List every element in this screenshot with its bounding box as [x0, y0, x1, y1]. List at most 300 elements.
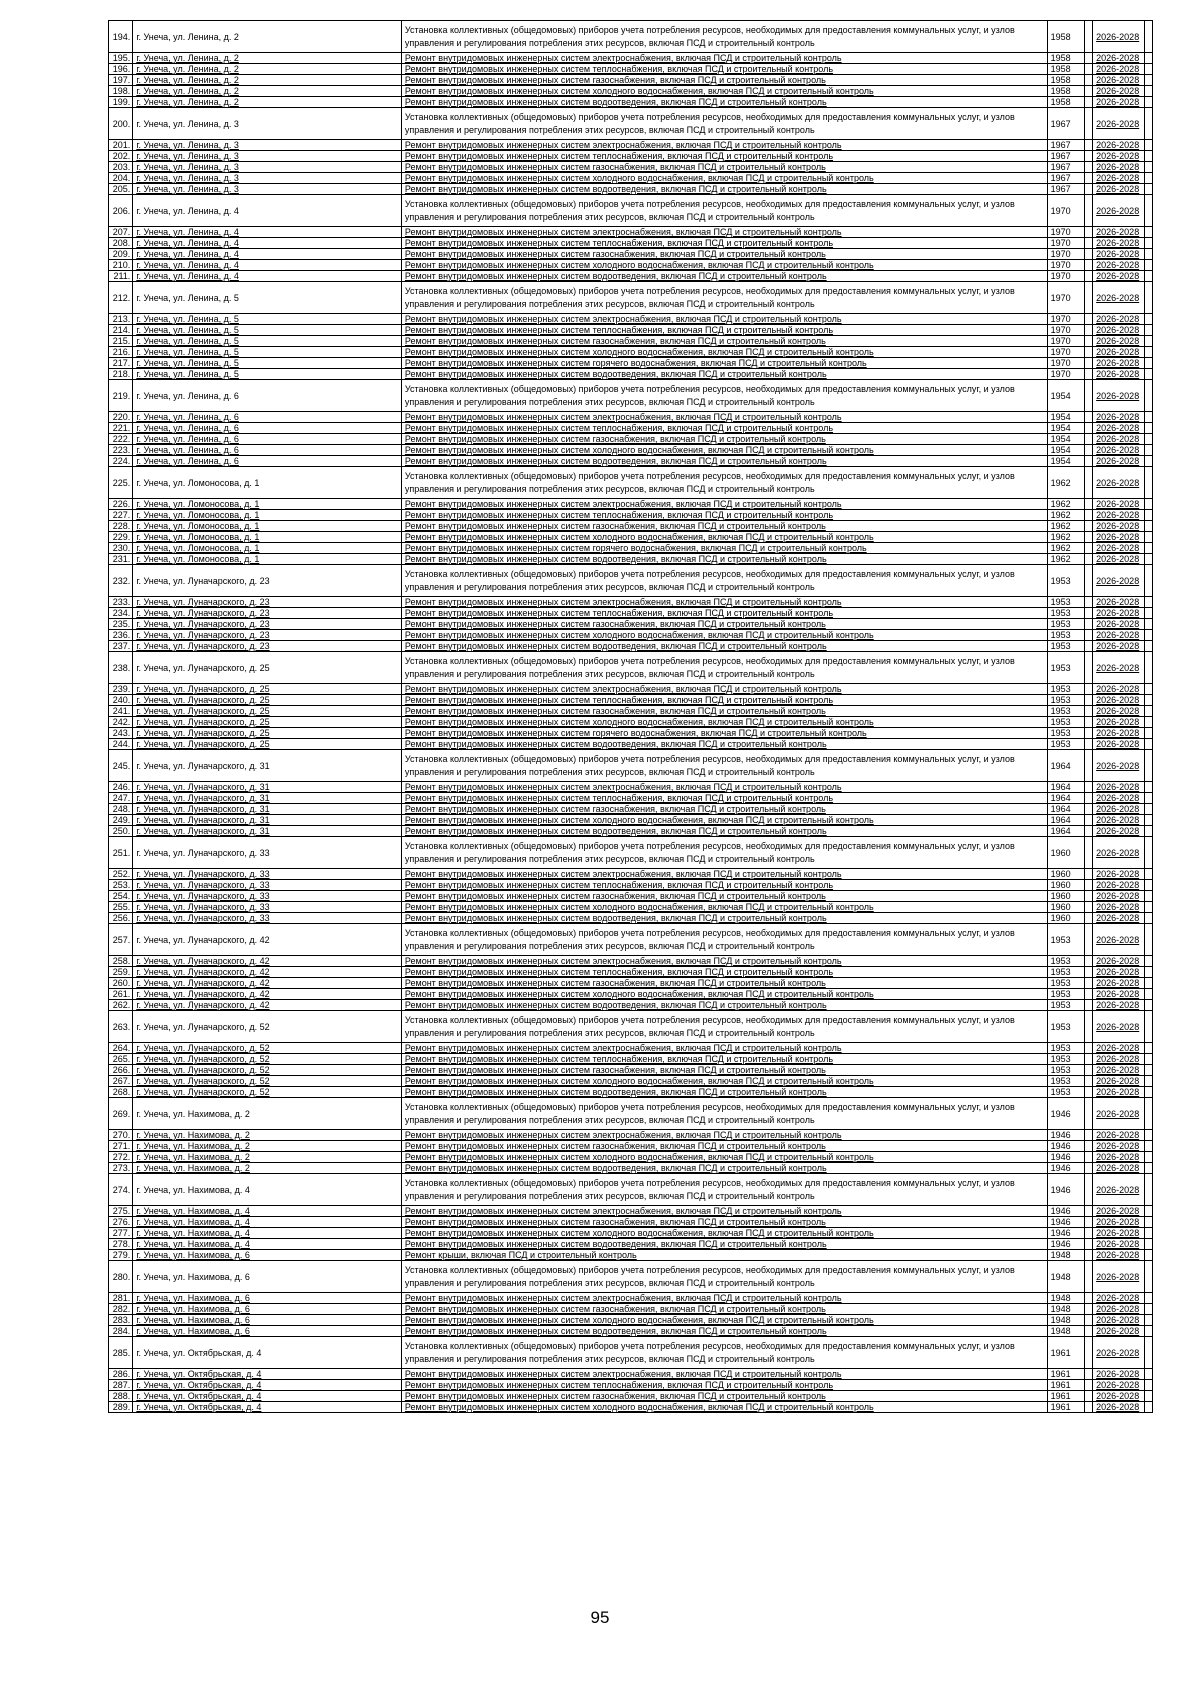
work-type-cell: Ремонт внутридомовых инженерных систем холодного водоснабжения, включая ПСД и строительный контроль: [401, 445, 1047, 456]
period-cell: 2026-2028: [1093, 1402, 1145, 1413]
row-number: 257.: [109, 924, 133, 956]
work-type-cell: Установка коллективных (общедомовых) приборов учета потребления ресурсов, необходимых для предоставления коммунальных услуг, и узлов управления и регулирования потребления этих ресурсов, включая ПСД и строительный контроль: [401, 1011, 1047, 1043]
period-cell: 2026-2028: [1093, 347, 1145, 358]
row-number: 235.: [109, 619, 133, 630]
row-number: 203.: [109, 162, 133, 173]
work-type-cell: Ремонт внутридомовых инженерных систем газоснабжения, включая ПСД и строительный контроль: [401, 434, 1047, 445]
year-cell: 1958: [1047, 53, 1085, 64]
empty-cell: [1144, 1380, 1152, 1391]
address-cell: г. Унеча, ул. Луначарского, д. 25: [133, 695, 402, 706]
empty-cell: [1144, 1369, 1152, 1380]
address-cell: г. Унеча, ул. Луначарского, д. 31: [133, 793, 402, 804]
empty-cell: [1144, 1315, 1152, 1326]
year-cell: 1953: [1047, 597, 1085, 608]
empty-cell: [1144, 1304, 1152, 1315]
work-type-cell: Ремонт внутридомовых инженерных систем электроснабжения, включая ПСД и строительный контроль: [401, 499, 1047, 510]
table-row: [109, 1391, 1153, 1402]
address-cell: г. Унеча, ул. Октябрьская, д. 4: [133, 1380, 402, 1391]
address-cell: г. Унеча, ул. Ленина, д. 3: [133, 151, 402, 162]
empty-cell: [1085, 1163, 1093, 1174]
empty-cell: [1144, 728, 1152, 739]
period-cell: 2026-2028: [1093, 619, 1145, 630]
year-cell: 1967: [1047, 140, 1085, 151]
empty-cell: [1144, 1087, 1152, 1098]
row-number: 265.: [109, 1054, 133, 1065]
row-number: 213.: [109, 314, 133, 325]
period-cell: 2026-2028: [1093, 336, 1145, 347]
empty-cell: [1144, 1098, 1152, 1130]
work-type-cell: Установка коллективных (общедомовых) приборов учета потребления ресурсов, необходимых для предоставления коммунальных услуг, и узлов управления и регулирования потребления этих ресурсов, включая ПСД и строительный контроль: [401, 837, 1047, 869]
address-cell: г. Унеча, ул. Ломоносова, д. 1: [133, 532, 402, 543]
row-number: 286.: [109, 1369, 133, 1380]
address-cell: г. Унеча, ул. Ленина, д. 3: [133, 108, 402, 140]
table-row: [109, 619, 1153, 630]
empty-cell: [1144, 1076, 1152, 1087]
address-cell: г. Унеча, ул. Луначарского, д. 52: [133, 1054, 402, 1065]
address-cell: г. Унеча, ул. Ленина, д. 5: [133, 282, 402, 314]
address-cell: г. Унеча, ул. Луначарского, д. 33: [133, 837, 402, 869]
row-number: 233.: [109, 597, 133, 608]
work-type-cell: Ремонт внутридомовых инженерных систем водоотведения, включая ПСД и строительный контроль: [401, 1000, 1047, 1011]
address-cell: г. Унеча, ул. Нахимова, д. 6: [133, 1261, 402, 1293]
work-type-cell: Установка коллективных (общедомовых) приборов учета потребления ресурсов, необходимых для предоставления коммунальных услуг, и узлов управления и регулирования потребления этих ресурсов, включая ПСД и строительный контроль: [401, 1098, 1047, 1130]
year-cell: 1960: [1047, 837, 1085, 869]
work-type-cell: Ремонт внутридомовых инженерных систем электроснабжения, включая ПСД и строительный контроль: [401, 869, 1047, 880]
period-cell: 2026-2028: [1093, 1174, 1145, 1206]
year-cell: 1961: [1047, 1402, 1085, 1413]
empty-cell: [1144, 1261, 1152, 1293]
table-row: [109, 249, 1153, 260]
address-cell: г. Унеча, ул. Луначарского, д. 31: [133, 815, 402, 826]
empty-cell: [1085, 336, 1093, 347]
year-cell: 1946: [1047, 1206, 1085, 1217]
period-cell: 2026-2028: [1093, 75, 1145, 86]
empty-cell: [1144, 554, 1152, 565]
table-row: [109, 891, 1153, 902]
period-cell: 2026-2028: [1093, 880, 1145, 891]
work-type-cell: Установка коллективных (общедомовых) приборов учета потребления ресурсов, необходимых для предоставления коммунальных услуг, и узлов управления и регулирования потребления этих ресурсов, включая ПСД и строительный контроль: [401, 924, 1047, 956]
year-cell: 1960: [1047, 891, 1085, 902]
year-cell: 1946: [1047, 1163, 1085, 1174]
empty-cell: [1144, 1130, 1152, 1141]
empty-cell: [1085, 739, 1093, 750]
address-cell: г. Унеча, ул. Ленина, д. 4: [133, 195, 402, 227]
empty-cell: [1085, 1250, 1093, 1261]
address-cell: г. Унеча, ул. Луначарского, д. 25: [133, 684, 402, 695]
period-cell: 2026-2028: [1093, 1076, 1145, 1087]
address-cell: г. Унеча, ул. Нахимова, д. 6: [133, 1304, 402, 1315]
address-cell: г. Унеча, ул. Луначарского, д. 33: [133, 902, 402, 913]
period-cell: 2026-2028: [1093, 434, 1145, 445]
table-row: [109, 1250, 1153, 1261]
row-number: 200.: [109, 108, 133, 140]
table-row: [109, 1239, 1153, 1250]
year-cell: 1970: [1047, 227, 1085, 238]
empty-cell: [1085, 249, 1093, 260]
table-row: [109, 227, 1153, 238]
work-type-cell: Установка коллективных (общедомовых) приборов учета потребления ресурсов, необходимых для предоставления коммунальных услуг, и узлов управления и регулирования потребления этих ресурсов, включая ПСД и строительный контроль: [401, 750, 1047, 782]
work-type-cell: Ремонт внутридомовых инженерных систем газоснабжения, включая ПСД и строительный контроль: [401, 978, 1047, 989]
address-cell: г. Унеча, ул. Луначарского, д. 23: [133, 630, 402, 641]
empty-cell: [1144, 608, 1152, 619]
table-row: [109, 445, 1153, 456]
row-number: 225.: [109, 467, 133, 499]
empty-cell: [1144, 86, 1152, 97]
period-cell: 2026-2028: [1093, 967, 1145, 978]
empty-cell: [1144, 97, 1152, 108]
row-number: 205.: [109, 184, 133, 195]
page-number: 95: [590, 1608, 610, 1627]
empty-cell: [1085, 924, 1093, 956]
work-type-cell: Ремонт внутридомовых инженерных систем теплоснабжения, включая ПСД и строительный контроль: [401, 64, 1047, 75]
period-cell: 2026-2028: [1093, 1163, 1145, 1174]
empty-cell: [1085, 1141, 1093, 1152]
year-cell: 1964: [1047, 750, 1085, 782]
table-row: [109, 1087, 1153, 1098]
work-type-cell: Ремонт внутридомовых инженерных систем теплоснабжения, включая ПСД и строительный контроль: [401, 1054, 1047, 1065]
table-row: [109, 499, 1153, 510]
table-row: [109, 162, 1153, 173]
works-table-body: [109, 21, 1153, 1413]
year-cell: 1946: [1047, 1239, 1085, 1250]
empty-cell: [1144, 826, 1152, 837]
year-cell: 1948: [1047, 1304, 1085, 1315]
year-cell: 1962: [1047, 532, 1085, 543]
table-row: [109, 380, 1153, 412]
table-row: [109, 64, 1153, 75]
table-row: [109, 641, 1153, 652]
period-cell: 2026-2028: [1093, 750, 1145, 782]
empty-cell: [1144, 510, 1152, 521]
table-row: [109, 956, 1153, 967]
address-cell: г. Унеча, ул. Ленина, д. 2: [133, 75, 402, 86]
address-cell: г. Унеча, ул. Ленина, д. 3: [133, 140, 402, 151]
empty-cell: [1085, 1087, 1093, 1098]
period-cell: 2026-2028: [1093, 445, 1145, 456]
year-cell: 1958: [1047, 86, 1085, 97]
empty-cell: [1085, 1380, 1093, 1391]
period-cell: 2026-2028: [1093, 739, 1145, 750]
work-type-cell: Ремонт внутридомовых инженерных систем газоснабжения, включая ПСД и строительный контроль: [401, 336, 1047, 347]
address-cell: г. Унеча, ул. Ломоносова, д. 1: [133, 521, 402, 532]
work-type-cell: Ремонт внутридомовых инженерных систем газоснабжения, включая ПСД и строительный контроль: [401, 706, 1047, 717]
empty-cell: [1085, 880, 1093, 891]
year-cell: 1964: [1047, 804, 1085, 815]
work-type-cell: Ремонт внутридомовых инженерных систем холодного водоснабжения, включая ПСД и строительный контроль: [401, 1402, 1047, 1413]
empty-cell: [1085, 837, 1093, 869]
address-cell: г. Унеча, ул. Луначарского, д. 52: [133, 1011, 402, 1043]
empty-cell: [1085, 86, 1093, 97]
address-cell: г. Унеча, ул. Луначарского, д. 33: [133, 913, 402, 924]
period-cell: 2026-2028: [1093, 380, 1145, 412]
table-row: [109, 1130, 1153, 1141]
empty-cell: [1144, 989, 1152, 1000]
table-row: [109, 597, 1153, 608]
row-number: 229.: [109, 532, 133, 543]
empty-cell: [1144, 445, 1152, 456]
table-row: [109, 1402, 1153, 1413]
empty-cell: [1085, 695, 1093, 706]
period-cell: 2026-2028: [1093, 140, 1145, 151]
work-type-cell: Ремонт внутридомовых инженерных систем газоснабжения, включая ПСД и строительный контроль: [401, 619, 1047, 630]
table-row: [109, 314, 1153, 325]
row-number: 194.: [109, 21, 133, 53]
row-number: 217.: [109, 358, 133, 369]
empty-cell: [1144, 108, 1152, 140]
table-row: [109, 1326, 1153, 1337]
address-cell: г. Унеча, ул. Луначарского, д. 23: [133, 565, 402, 597]
work-type-cell: Ремонт внутридомовых инженерных систем электроснабжения, включая ПСД и строительный контроль: [401, 1369, 1047, 1380]
table-row: [109, 238, 1153, 249]
table-row: [109, 140, 1153, 151]
year-cell: 1954: [1047, 423, 1085, 434]
row-number: 276.: [109, 1217, 133, 1228]
work-type-cell: Ремонт внутридомовых инженерных систем горячего водоснабжения, включая ПСД и строительный контроль: [401, 728, 1047, 739]
year-cell: 1953: [1047, 1000, 1085, 1011]
address-cell: г. Унеча, ул. Луначарского, д. 25: [133, 717, 402, 728]
empty-cell: [1144, 314, 1152, 325]
period-cell: 2026-2028: [1093, 238, 1145, 249]
work-type-cell: Установка коллективных (общедомовых) приборов учета потребления ресурсов, необходимых для предоставления коммунальных услуг, и узлов управления и регулирования потребления этих ресурсов, включая ПСД и строительный контроль: [401, 195, 1047, 227]
empty-cell: [1085, 989, 1093, 1000]
empty-cell: [1144, 423, 1152, 434]
table-row: [109, 880, 1153, 891]
period-cell: 2026-2028: [1093, 891, 1145, 902]
table-row: [109, 75, 1153, 86]
table-row: [109, 336, 1153, 347]
work-type-cell: Установка коллективных (общедомовых) приборов учета потребления ресурсов, необходимых для предоставления коммунальных услуг, и узлов управления и регулирования потребления этих ресурсов, включая ПСД и строительный контроль: [401, 1261, 1047, 1293]
address-cell: г. Унеча, ул. Нахимова, д. 4: [133, 1174, 402, 1206]
year-cell: 1958: [1047, 21, 1085, 53]
row-number: 267.: [109, 1076, 133, 1087]
row-number: 244.: [109, 739, 133, 750]
address-cell: г. Унеча, ул. Ленина, д. 4: [133, 271, 402, 282]
address-cell: г. Унеча, ул. Луначарского, д. 42: [133, 989, 402, 1000]
year-cell: 1946: [1047, 1098, 1085, 1130]
table-row: [109, 1380, 1153, 1391]
empty-cell: [1144, 902, 1152, 913]
address-cell: г. Унеча, ул. Ленина, д. 3: [133, 184, 402, 195]
period-cell: 2026-2028: [1093, 412, 1145, 423]
row-number: 221.: [109, 423, 133, 434]
year-cell: 1962: [1047, 467, 1085, 499]
empty-cell: [1144, 782, 1152, 793]
empty-cell: [1085, 195, 1093, 227]
address-cell: г. Унеча, ул. Ленина, д. 2: [133, 64, 402, 75]
period-cell: 2026-2028: [1093, 1337, 1145, 1369]
period-cell: 2026-2028: [1093, 184, 1145, 195]
year-cell: 1970: [1047, 336, 1085, 347]
work-type-cell: Ремонт внутридомовых инженерных систем электроснабжения, включая ПСД и строительный контроль: [401, 1043, 1047, 1054]
work-type-cell: Ремонт крыши, включая ПСД и строительный контроль: [401, 1250, 1047, 1261]
table-row: [109, 510, 1153, 521]
year-cell: 1960: [1047, 869, 1085, 880]
address-cell: г. Унеча, ул. Луначарского, д. 33: [133, 880, 402, 891]
row-number: 261.: [109, 989, 133, 1000]
period-cell: 2026-2028: [1093, 456, 1145, 467]
work-type-cell: Ремонт внутридомовых инженерных систем газоснабжения, включая ПСД и строительный контроль: [401, 1304, 1047, 1315]
year-cell: 1948: [1047, 1250, 1085, 1261]
period-cell: 2026-2028: [1093, 641, 1145, 652]
year-cell: 1964: [1047, 782, 1085, 793]
period-cell: 2026-2028: [1093, 869, 1145, 880]
row-number: 275.: [109, 1206, 133, 1217]
row-number: 277.: [109, 1228, 133, 1239]
empty-cell: [1085, 597, 1093, 608]
row-number: 255.: [109, 902, 133, 913]
empty-cell: [1144, 434, 1152, 445]
address-cell: г. Унеча, ул. Ленина, д. 5: [133, 314, 402, 325]
row-number: 280.: [109, 1261, 133, 1293]
row-number: 249.: [109, 815, 133, 826]
work-type-cell: Ремонт внутридомовых инженерных систем теплоснабжения, включая ПСД и строительный контроль: [401, 151, 1047, 162]
year-cell: 1970: [1047, 347, 1085, 358]
period-cell: 2026-2028: [1093, 532, 1145, 543]
row-number: 240.: [109, 695, 133, 706]
row-number: 259.: [109, 967, 133, 978]
row-number: 212.: [109, 282, 133, 314]
address-cell: г. Унеча, ул. Нахимова, д. 4: [133, 1228, 402, 1239]
row-number: 201.: [109, 140, 133, 151]
period-cell: 2026-2028: [1093, 282, 1145, 314]
row-number: 197.: [109, 75, 133, 86]
address-cell: г. Унеча, ул. Луначарского, д. 42: [133, 978, 402, 989]
table-row: [109, 325, 1153, 336]
row-number: 268.: [109, 1087, 133, 1098]
empty-cell: [1144, 956, 1152, 967]
address-cell: г. Унеча, ул. Ленина, д. 2: [133, 21, 402, 53]
work-type-cell: Ремонт внутридомовых инженерных систем теплоснабжения, включая ПСД и строительный контроль: [401, 608, 1047, 619]
address-cell: г. Унеча, ул. Ломоносова, д. 1: [133, 499, 402, 510]
work-type-cell: Ремонт внутридомовых инженерных систем холодного водоснабжения, включая ПСД и строительный контроль: [401, 260, 1047, 271]
year-cell: 1962: [1047, 554, 1085, 565]
period-cell: 2026-2028: [1093, 64, 1145, 75]
empty-cell: [1085, 380, 1093, 412]
year-cell: 1948: [1047, 1293, 1085, 1304]
work-type-cell: Ремонт внутридомовых инженерных систем электроснабжения, включая ПСД и строительный контроль: [401, 1130, 1047, 1141]
year-cell: 1954: [1047, 445, 1085, 456]
table-row: [109, 467, 1153, 499]
empty-cell: [1085, 21, 1093, 53]
row-number: 246.: [109, 782, 133, 793]
year-cell: 1970: [1047, 314, 1085, 325]
year-cell: 1970: [1047, 249, 1085, 260]
empty-cell: [1144, 260, 1152, 271]
work-type-cell: Ремонт внутридомовых инженерных систем водоотведения, включая ПСД и строительный контроль: [401, 369, 1047, 380]
year-cell: 1970: [1047, 195, 1085, 227]
table-row: [109, 97, 1153, 108]
year-cell: 1954: [1047, 434, 1085, 445]
year-cell: 1953: [1047, 1087, 1085, 1098]
row-number: 198.: [109, 86, 133, 97]
year-cell: 1970: [1047, 325, 1085, 336]
period-cell: 2026-2028: [1093, 597, 1145, 608]
table-row: [109, 728, 1153, 739]
table-row: [109, 1011, 1153, 1043]
period-cell: 2026-2028: [1093, 695, 1145, 706]
empty-cell: [1144, 1043, 1152, 1054]
table-row: [109, 1054, 1153, 1065]
row-number: 230.: [109, 543, 133, 554]
year-cell: 1961: [1047, 1380, 1085, 1391]
empty-cell: [1085, 750, 1093, 782]
period-cell: 2026-2028: [1093, 249, 1145, 260]
table-row: [109, 978, 1153, 989]
year-cell: 1953: [1047, 652, 1085, 684]
work-type-cell: Ремонт внутридомовых инженерных систем водоотведения, включая ПСД и строительный контроль: [401, 554, 1047, 565]
empty-cell: [1144, 151, 1152, 162]
empty-cell: [1085, 1076, 1093, 1087]
address-cell: г. Унеча, ул. Луначарского, д. 33: [133, 891, 402, 902]
year-cell: 1970: [1047, 358, 1085, 369]
period-cell: 2026-2028: [1093, 173, 1145, 184]
period-cell: 2026-2028: [1093, 652, 1145, 684]
row-number: 247.: [109, 793, 133, 804]
table-row: [109, 423, 1153, 434]
row-number: 227.: [109, 510, 133, 521]
empty-cell: [1144, 53, 1152, 64]
empty-cell: [1144, 913, 1152, 924]
work-type-cell: Ремонт внутридомовых инженерных систем горячего водоснабжения, включая ПСД и строительный контроль: [401, 358, 1047, 369]
table-row: [109, 53, 1153, 64]
period-cell: 2026-2028: [1093, 151, 1145, 162]
table-row: [109, 532, 1153, 543]
address-cell: г. Унеча, ул. Ленина, д. 5: [133, 325, 402, 336]
work-type-cell: Ремонт внутридомовых инженерных систем электроснабжения, включая ПСД и строительный контроль: [401, 956, 1047, 967]
period-cell: 2026-2028: [1093, 706, 1145, 717]
table-row: [109, 1141, 1153, 1152]
empty-cell: [1144, 521, 1152, 532]
empty-cell: [1144, 641, 1152, 652]
year-cell: 1967: [1047, 108, 1085, 140]
empty-cell: [1144, 238, 1152, 249]
row-number: 219.: [109, 380, 133, 412]
row-number: 287.: [109, 1380, 133, 1391]
work-type-cell: Ремонт внутридомовых инженерных систем холодного водоснабжения, включая ПСД и строительный контроль: [401, 173, 1047, 184]
row-number: 243.: [109, 728, 133, 739]
empty-cell: [1144, 565, 1152, 597]
work-type-cell: Установка коллективных (общедомовых) приборов учета потребления ресурсов, необходимых для предоставления коммунальных услуг, и узлов управления и регулирования потребления этих ресурсов, включая ПСД и строительный контроль: [401, 1174, 1047, 1206]
table-row: [109, 260, 1153, 271]
empty-cell: [1085, 565, 1093, 597]
address-cell: г. Унеча, ул. Луначарского, д. 42: [133, 956, 402, 967]
table-row: [109, 1065, 1153, 1076]
period-cell: 2026-2028: [1093, 1000, 1145, 1011]
address-cell: г. Унеча, ул. Ломоносова, д. 1: [133, 467, 402, 499]
period-cell: 2026-2028: [1093, 989, 1145, 1000]
empty-cell: [1085, 1174, 1093, 1206]
year-cell: 1953: [1047, 608, 1085, 619]
address-cell: г. Унеча, ул. Нахимова, д. 2: [133, 1130, 402, 1141]
empty-cell: [1085, 227, 1093, 238]
year-cell: 1953: [1047, 978, 1085, 989]
empty-cell: [1144, 1250, 1152, 1261]
row-number: 199.: [109, 97, 133, 108]
row-number: 241.: [109, 706, 133, 717]
work-type-cell: Ремонт внутридомовых инженерных систем водоотведения, включая ПСД и строительный контроль: [401, 1326, 1047, 1337]
empty-cell: [1085, 1206, 1093, 1217]
row-number: 234.: [109, 608, 133, 619]
period-cell: 2026-2028: [1093, 1304, 1145, 1315]
table-row: [109, 173, 1153, 184]
empty-cell: [1144, 467, 1152, 499]
address-cell: г. Унеча, ул. Луначарского, д. 42: [133, 967, 402, 978]
table-row: [109, 815, 1153, 826]
row-number: 278.: [109, 1239, 133, 1250]
year-cell: 1953: [1047, 630, 1085, 641]
address-cell: г. Унеча, ул. Ленина, д. 6: [133, 434, 402, 445]
address-cell: г. Унеча, ул. Октябрьская, д. 4: [133, 1369, 402, 1380]
